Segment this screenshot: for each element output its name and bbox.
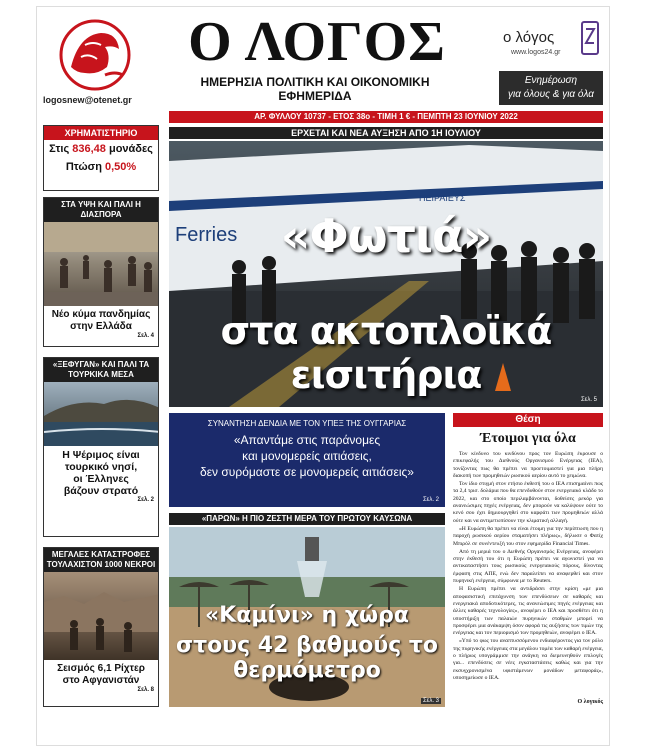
quote-line: δεν συρόμαστε σε μονομερείς αιτιάσεις» <box>200 465 414 479</box>
dendias-story[interactable] <box>169 413 445 507</box>
caption-line: τουρκικό νησί, <box>64 461 138 473</box>
story3-kicker: «ΠΑΡΩΝ» Η ΠΙΟ ΖΕΣΤΗ ΜΕΡΑ ΤΟΥ ΠΡΩΤΟΥ ΚΑΥΣΩΝΑ <box>169 513 445 525</box>
brand-24-icon <box>581 21 599 55</box>
heatwave-story[interactable] <box>169 527 445 707</box>
caption-line: οι Έλληνες <box>73 473 129 485</box>
stock-prefix: Στις <box>49 143 73 155</box>
card-caption <box>44 446 158 497</box>
lead-headline-2: στα ακτοπλοϊκά εισιτήρια <box>220 309 552 397</box>
opinion-tab: Θέση <box>453 413 603 427</box>
opinion-paragraph: Η Ευρώπη πρέπει να αντιδράσει στην κρίση «με μια αποφασιστική επιτάχυνση των επενδύσεων σε καθαρές και ενεργειακά αποδοτικότερες, τις ανανεώσιμες πηγές ενέργειας και άλλες καθαρές τεχνολογίες», ανοφέρει ο IEA και προσθέτει ότι η υποστήριξη των παλαιών πυρηνικών σταθμών μπορεί να προσφέρει μια ανάκαμψη όσον αφορά τις αυξήσεις των τιμών της ενέργειας και τον περιορισμό των προμηθειών, ανοφέρει ο IEA. <box>453 586 603 637</box>
lead-kicker: ΕΡΧΕΤΑΙ ΚΑΙ ΝΕΑ ΑΥΞΗΣΗ ΑΠΟ 1Η ΙΟΥΛΙΟΥ <box>169 127 603 139</box>
caption-line: στην Ελλάδα <box>70 321 132 332</box>
story2-quote <box>169 428 445 480</box>
story2-kicker: ΣΥΝΑΝΤΗΣΗ ΔΕΝΔΙΑ ΜΕ ΤΟΝ ΥΠΕΞ ΤΗΣ ΟΥΓΓΑΡΙΑΣ <box>207 419 407 428</box>
story3-headline-1: «Καμίνι» η χώρα <box>204 603 410 628</box>
stock-change-line <box>44 158 158 176</box>
left-story-earthquake[interactable] <box>43 547 159 707</box>
earthquake-photo <box>44 572 158 660</box>
opinion-paragraph: Τον κίνδυνο του κινδύνου προς τον Ευρώπη έκρουσε ο επικεφαλής του Διεθνούς Οργανισμού Ενέργειας (IEA), τονίζοντας πως θα πρέπει να προετοιμαστεί για μια πλήρη διακοπή των προμηθειών ρωσικού αερίου αυτό το χειμώνα. <box>453 451 603 479</box>
tagline-line-2: για όλους & για όλα <box>508 89 594 100</box>
stock-suffix: μονάδες <box>105 143 153 155</box>
page-ref: Σελ. 2 <box>137 497 154 503</box>
stock-change-prefix: Πτώση <box>65 161 105 173</box>
left-story-pandemic[interactable] <box>43 197 159 347</box>
page-ref: Σελ. 5 <box>580 397 597 403</box>
caption-line: Η Ψέριμος είναι <box>62 449 140 461</box>
newspaper-subtitle: ΗΜΕΡΗΣΙΑ ΠΟΛΙΤΙΚΗ ΚΑΙ ΟΙΚΟΝΟΜΙΚΗ ΕΦΗΜΕΡΙΔΑ <box>200 75 430 103</box>
website-brand <box>499 19 603 69</box>
newspaper-title: Ο ΛΟΓΟΣ <box>188 11 446 73</box>
page-ref: Σελ. 8 <box>137 687 154 693</box>
opinion-paragraph: «Υπό το φως του αναπτυσσόμενου ενδιαφέροντος για τον ρόλο της πυρηνικής ενέργειας στα μεγάλου τομέα των καθαρή ενέργεια, ο πλήρως υπογράμμισε την ανάγκη να διερευνηθούν επιλογές για... επενδύσεις σε νέες εγκαταστάσεις καθώς και για την εκσυγχρονισμένα υφιστάμενων μονάδων μεταφοράς», υποσημείωσε ο IEA. <box>453 638 603 681</box>
crowd-photo <box>44 222 158 306</box>
opinion-paragraph: Τον ίδιο στιγμή στον ετήσιο έκθεσή του ο IEA επισημαίνει πως τα 2,4 τρισ. δολάρια που θα επενδυθούν στον ενεργειακό κλάδο το 2022, και στο οποίο περιλαμβάνονται, δοθείσες ρεκόρ για ανανεώσιμες πηγές ενέργειας, δεν μπορούν να καλύψουν ούτε το κενό σου έχει δημιουργηθεί στο καρφάτι των προμηθειών αλλά ούτε και να αντιμετωπίσουν την κλιματική αλλαγή. <box>453 481 603 524</box>
stock-index-line <box>44 140 158 158</box>
tagline-line-1: Ενημέρωση <box>524 75 578 86</box>
page-ref: Σελ. 4 <box>137 333 154 339</box>
card-kicker: ΣΤΑ ΥΨΗ ΚΑΙ ΠΑΛΙ Η ΔΙΑΣΠΟΡΑ <box>44 198 158 222</box>
island-photo <box>44 382 158 446</box>
caption-line: Σεισμός 6,1 Ρίχτερ <box>57 663 145 674</box>
caption-line: βάζουν στρατό <box>63 485 139 497</box>
newspaper-logo-emblem <box>45 15 145 95</box>
lead-story[interactable] <box>169 141 603 407</box>
left-story-turkish-media[interactable] <box>43 357 159 537</box>
ferry-port: ΠΕΙΡΑΙΕΥΣ <box>419 193 466 203</box>
card-kicker: ΜΕΓΑΛΕΣ ΚΑΤΑΣΤΡΟΦΕΣ ΤΟΥΛΑΧΙΣΤΟΝ 1000 ΝΕΚΡΟΙ <box>44 548 158 572</box>
card-caption <box>44 306 158 333</box>
card-caption <box>44 660 158 687</box>
quote-line: «Απαντάμε στις παράνομες <box>233 433 381 447</box>
quote-line: και μονομερείς αιτιάσεις, <box>242 449 372 463</box>
brand-name: ο λόγος <box>503 29 555 46</box>
opinion-signature: Ο λογικός <box>577 699 603 705</box>
brand-tagline <box>499 71 603 105</box>
opinion-paragraph: «Η Ευρώπη θα πρέπει να είναι έτοιμη για την περίπτωση που η παροχή ρωσικού αερίου σταματήσει πλήρως», δήλωσε ο Φατίχ Μπιρόλ σε συνέντευξή του στον εφημερίδα Financial Times. <box>453 525 603 547</box>
caption-line: στο Αφγανιστάν <box>62 675 140 686</box>
lead-headline-1: «Φωτιά» <box>280 209 492 263</box>
issue-meta-bar: ΑΡ. ΦΥΛΛΟΥ 10737 - ΕΤΟΣ 38ο - ΤΙΜΗ 1 € - ΠΕΜΠΤΗ 23 ΙΟΥΝΙΟΥ 2022 <box>169 111 603 123</box>
stock-index-value: 836,48 <box>72 143 106 155</box>
opinion-paragraph: Από τη μεριά του ο Διεθνής Οργανισμός Ενέργειας, ανοφέρει στην έκθεσή του ότι η Ευρώπη πρέπει να αγωνιστεί για να αντικαταστήσει τους ρωσικούς ενεργειακούς πόρους, δίνοντας έμφαση στις ΑΠΕ, ενώ δεν παραλείπει να αναφερθεί και στον πυρηνική ενέργεια, σύμφωνα με το Reuters. <box>453 548 603 585</box>
page-ref: Σελ. 3 <box>422 698 439 704</box>
story3-headline-2: στους 42 βαθμούς το θερμόμετρο <box>175 633 439 683</box>
opinion-body <box>453 451 603 683</box>
card-kicker: «ΞΕΦΥΓΑΝ» ΚΑΙ ΠΑΛΙ ΤΑ ΤΟΥΡΚΙΚΑ ΜΕΣΑ <box>44 358 158 382</box>
stock-change-value: 0,50% <box>104 161 137 173</box>
brand-url: www.logos24.gr <box>511 49 561 56</box>
ferry-text: Ferries <box>175 224 238 246</box>
page-ref: Σελ. 2 <box>422 497 439 503</box>
contact-email: logosnew@otenet.gr <box>43 95 132 105</box>
opinion-headline: Έτοιμοι για όλα <box>480 431 576 446</box>
stock-title: ΧΡΗΜΑΤΙΣΤΗΡΙΟ <box>44 126 158 140</box>
stock-market-box <box>43 125 159 191</box>
caption-line: Νέο κύμα πανδημίας <box>51 309 151 320</box>
newspaper-front-page <box>36 6 610 746</box>
